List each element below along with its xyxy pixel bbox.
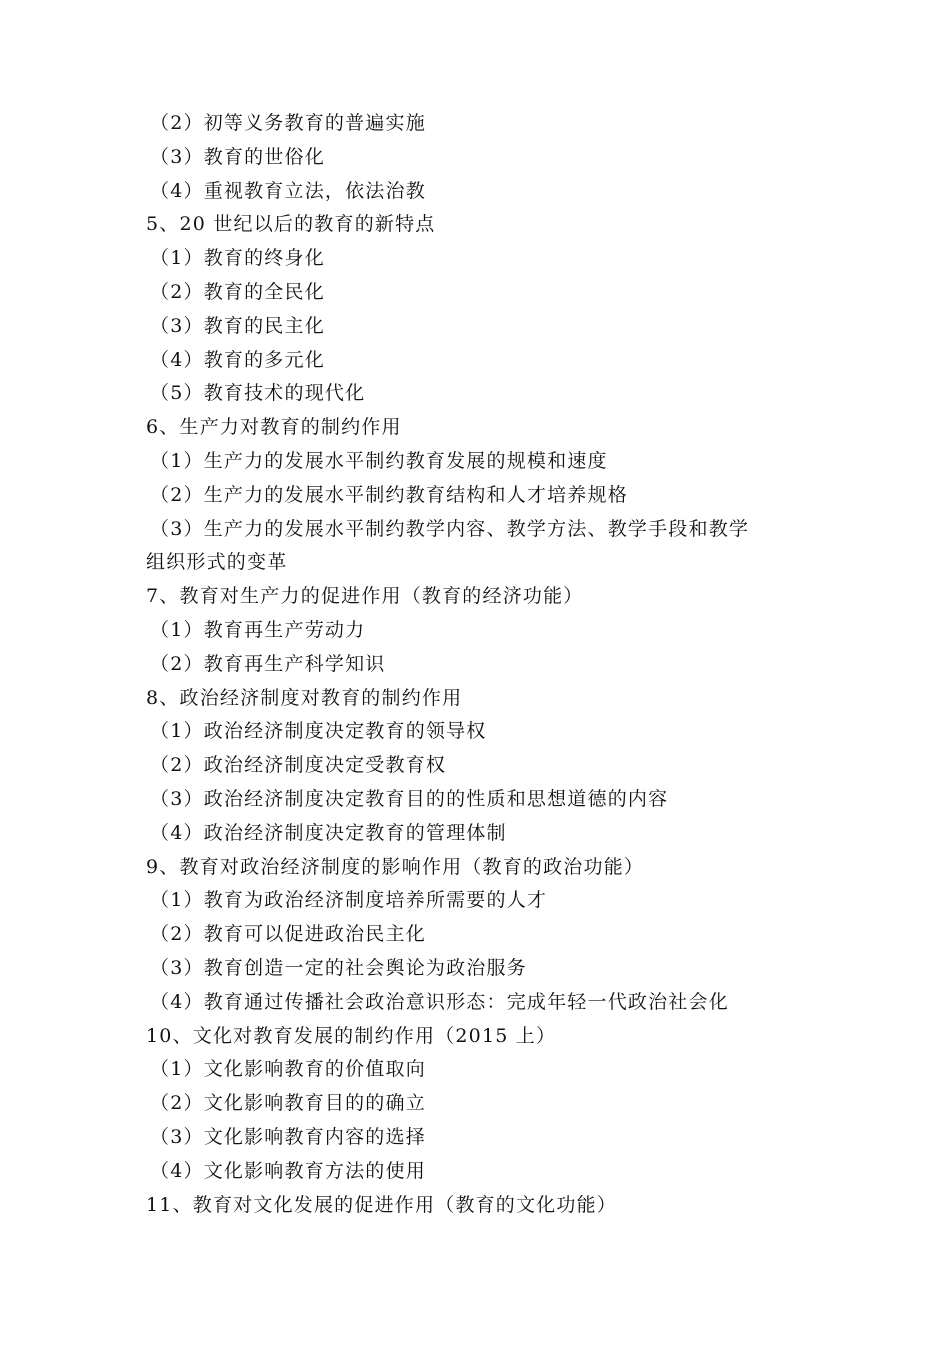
list-item: （3）教育的世俗化 <box>150 145 325 168</box>
document-body <box>146 107 826 1222</box>
section-heading: 8、政治经济制度对教育的制约作用 <box>146 686 463 709</box>
list-item: （1）教育为政治经济制度培养所需要的人才 <box>150 889 548 912</box>
list-item: （4）教育的多元化 <box>150 348 325 371</box>
list-item: （2）文化影响教育目的的确立 <box>150 1092 426 1115</box>
list-item: （5）教育技术的现代化 <box>150 382 366 405</box>
section-heading: 10、文化对教育发展的制约作用（2015 上） <box>146 1024 557 1047</box>
list-item-continuation: 组织形式的变革 <box>146 551 288 574</box>
list-item: （1）教育的终身化 <box>150 247 325 270</box>
section-heading: 9、教育对政治经济制度的影响作用（教育的政治功能） <box>146 855 645 878</box>
list-item: （4）教育通过传播社会政治意识形态：完成年轻一代政治社会化 <box>150 990 729 1013</box>
list-item: （3）政治经济制度决定教育目的的性质和思想道德的内容 <box>150 787 669 810</box>
list-item: （1）文化影响教育的价值取向 <box>150 1058 426 1081</box>
list-item: （2）政治经济制度决定受教育权 <box>150 754 447 777</box>
list-item: （2）生产力的发展水平制约教育结构和人才培养规格 <box>150 483 628 506</box>
list-item: （2）教育再生产科学知识 <box>150 652 386 675</box>
list-item: （1）生产力的发展水平制约教育发展的规模和速度 <box>150 449 608 472</box>
list-item: （4）政治经济制度决定教育的管理体制 <box>150 821 507 844</box>
list-item: （1）政治经济制度决定教育的领导权 <box>150 720 487 743</box>
list-item: （4）文化影响教育方法的使用 <box>150 1159 426 1182</box>
section-heading: 7、教育对生产力的促进作用（教育的经济功能） <box>146 585 584 608</box>
list-item: （4）重视教育立法，依法治教 <box>150 179 426 202</box>
list-item: （1）教育再生产劳动力 <box>150 618 366 641</box>
section-heading: 11、教育对文化发展的促进作用（教育的文化功能） <box>146 1193 617 1216</box>
list-item: （2）初等义务教育的普遍实施 <box>150 112 426 134</box>
list-item: （2）教育可以促进政治民主化 <box>150 923 426 946</box>
list-item: （3）教育创造一定的社会舆论为政治服务 <box>150 956 527 979</box>
list-item: （3）文化影响教育内容的选择 <box>150 1125 426 1148</box>
section-heading: 5、20 世纪以后的教育的新特点 <box>146 213 436 236</box>
section-heading: 6、生产力对教育的制约作用 <box>146 416 402 439</box>
list-item: （3）生产力的发展水平制约教学内容、教学方法、教学手段和教学 <box>150 517 750 540</box>
list-item: （2）教育的全民化 <box>150 280 325 303</box>
list-item: （3）教育的民主化 <box>150 314 325 337</box>
